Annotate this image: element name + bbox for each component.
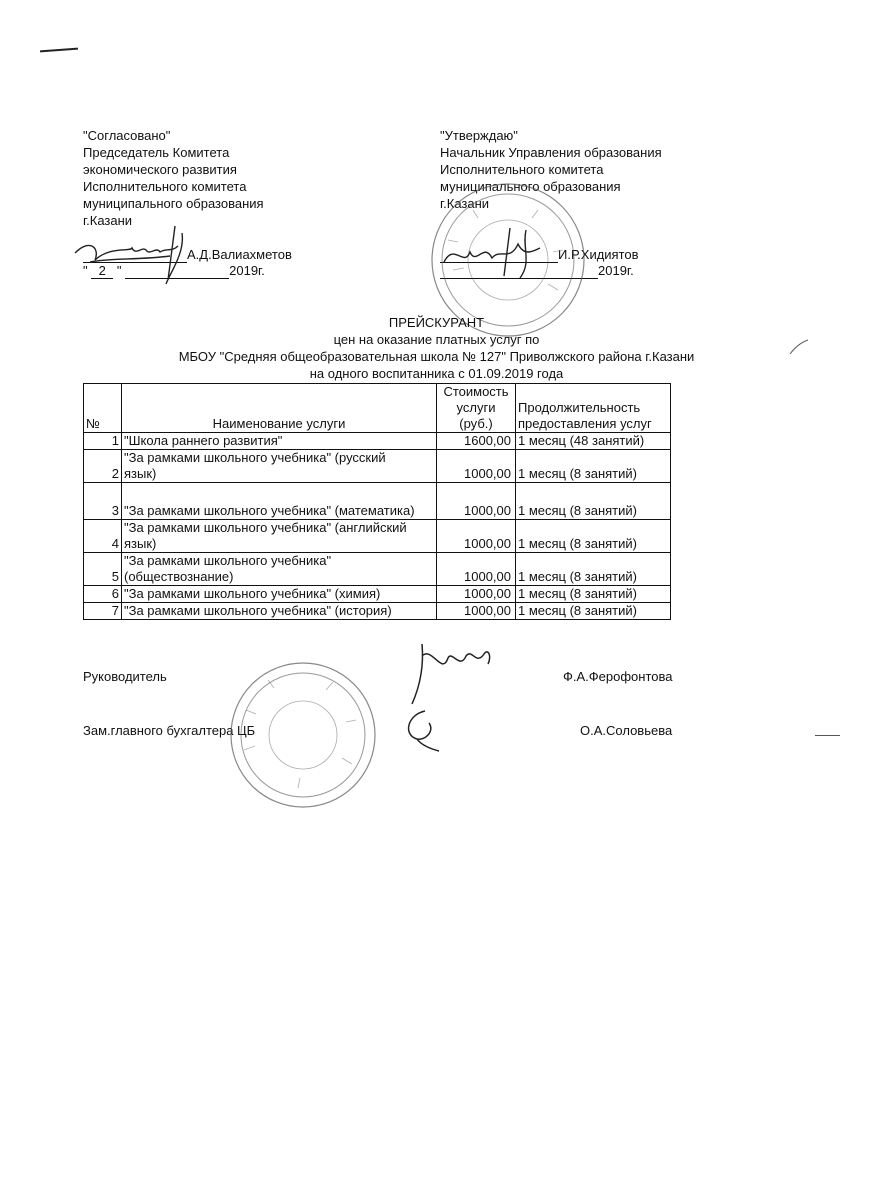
price-table: [83, 383, 671, 620]
header-duration: [516, 384, 671, 433]
approval-left-block: [83, 127, 264, 229]
table-row: [84, 553, 671, 586]
row-name-line: "За рамками школьного учебника" (история): [124, 603, 392, 618]
row-price: 1000,00: [437, 553, 516, 586]
row-name: [122, 450, 437, 483]
approval-left-date-row: [83, 263, 265, 279]
approval-left-line: экономического развития: [83, 162, 237, 177]
row-num: 4: [84, 520, 122, 553]
document-title: ПРЕЙСКУРАНТ: [388, 315, 485, 330]
header-duration-line: Продолжительность: [518, 400, 641, 415]
row-price: 1000,00: [437, 450, 516, 483]
approval-right-line: муниципального образования: [440, 179, 621, 194]
row-name: [122, 433, 437, 450]
approval-right-block: [440, 127, 662, 212]
row-duration: 1 месяц (8 занятий): [516, 603, 671, 620]
approval-left-line: муниципального образования: [83, 196, 264, 211]
title-subline: МБОУ "Средняя общеобразовательная школа № 127" Приволжского района г.Казани: [178, 349, 695, 364]
date-day: 2: [91, 263, 113, 279]
row-duration: 1 месяц (8 занятий): [516, 483, 671, 520]
header-num: №: [84, 384, 122, 433]
scan-mark: [40, 48, 78, 53]
row-price: 1000,00: [437, 603, 516, 620]
title-subline: на одного воспитанника с 01.09.2019 года: [309, 366, 564, 381]
signature-line: [440, 247, 558, 263]
row-name-line: язык): [124, 536, 157, 551]
row-num: 3: [84, 483, 122, 520]
approval-left-year: 2019г.: [229, 263, 265, 278]
signature-accountant-icon: [395, 705, 445, 755]
table-row: [84, 520, 671, 553]
date-quote-open: ": [83, 263, 88, 278]
row-num: 1: [84, 433, 122, 450]
approval-left-line: г.Казани: [83, 213, 133, 228]
table-row: [84, 433, 671, 450]
row-price: 1000,00: [437, 520, 516, 553]
row-price: 1000,00: [437, 586, 516, 603]
header-name: Наименование услуги: [122, 384, 437, 433]
row-duration: 1 месяц (8 занятий): [516, 553, 671, 586]
date-month-blank: [125, 263, 229, 279]
row-name: [122, 586, 437, 603]
row-name: [122, 483, 437, 520]
table-header-row: [84, 384, 671, 433]
row-num: 5: [84, 553, 122, 586]
row-price: 1000,00: [437, 483, 516, 520]
row-price: 1600,00: [437, 433, 516, 450]
accountant-name: О.А.Соловьева: [580, 723, 673, 738]
row-name-line: "За рамками школьного учебника" (английский: [124, 520, 407, 535]
head-name: Ф.А.Ферофонтова: [563, 669, 673, 684]
table-row: [84, 483, 671, 520]
approval-left-line: Председатель Комитета: [83, 145, 230, 160]
date-quote-close: ": [116, 263, 122, 278]
row-name-line: (обществознание): [124, 569, 234, 584]
row-name: [122, 520, 437, 553]
row-name-line: "За рамками школьного учебника" (математика): [124, 503, 415, 518]
row-num: 7: [84, 603, 122, 620]
row-duration: 1 месяц (8 занятий): [516, 520, 671, 553]
approval-left-signature-row: [83, 247, 292, 263]
approval-left-signer: А.Д.Валиахметов: [187, 247, 292, 262]
signature-line: [83, 247, 187, 263]
row-name: [122, 603, 437, 620]
row-name: [122, 553, 437, 586]
date-blank: [440, 263, 598, 279]
price-list-title-block: [0, 314, 873, 382]
row-name-line: "За рамками школьного учебника" (русский: [124, 450, 386, 465]
header-price-line: (руб.): [459, 416, 493, 431]
header-duration-line: предоставления услуг: [518, 416, 652, 431]
header-price-line: услуги: [456, 400, 496, 415]
title-subline: цен на оказание платных услуг по: [333, 332, 540, 347]
signature-head-icon: [402, 636, 497, 706]
row-name-line: "За рамками школьного учебника" (химия): [124, 586, 381, 601]
row-duration: 1 месяц (8 занятий): [516, 586, 671, 603]
approval-right-year: 2019г.: [598, 263, 634, 278]
row-num: 6: [84, 586, 122, 603]
row-name-line: "За рамками школьного учебника": [124, 553, 332, 568]
row-duration: 1 месяц (8 занятий): [516, 450, 671, 483]
approval-right-heading: "Утверждаю": [440, 128, 518, 143]
header-price: [437, 384, 516, 433]
approval-right-line: Исполнительного комитета: [440, 162, 604, 177]
row-duration: 1 месяц (48 занятий): [516, 433, 671, 450]
accountant-label: Зам.главного бухгалтера ЦБ: [83, 723, 256, 738]
table-row: [84, 586, 671, 603]
approval-right-signer: И.Р.Хидиятов: [558, 247, 639, 262]
head-label: Руководитель: [83, 669, 167, 684]
approval-left-heading: "Согласовано": [83, 128, 171, 143]
header-price-line: Стоимость: [443, 384, 509, 399]
approval-left-line: Исполнительного комитета: [83, 179, 247, 194]
approval-right-line: Начальник Управления образования: [440, 145, 662, 160]
approval-right-date-row: [440, 263, 634, 279]
table-row: [84, 603, 671, 620]
row-name-line: язык): [124, 466, 157, 481]
approval-right-signature-row: [440, 247, 639, 263]
table-row: [84, 450, 671, 483]
row-name-line: "Школа раннего развития": [124, 433, 283, 448]
scan-mark-right: [815, 735, 840, 736]
row-num: 2: [84, 450, 122, 483]
approval-right-line: г.Казани: [440, 196, 490, 211]
